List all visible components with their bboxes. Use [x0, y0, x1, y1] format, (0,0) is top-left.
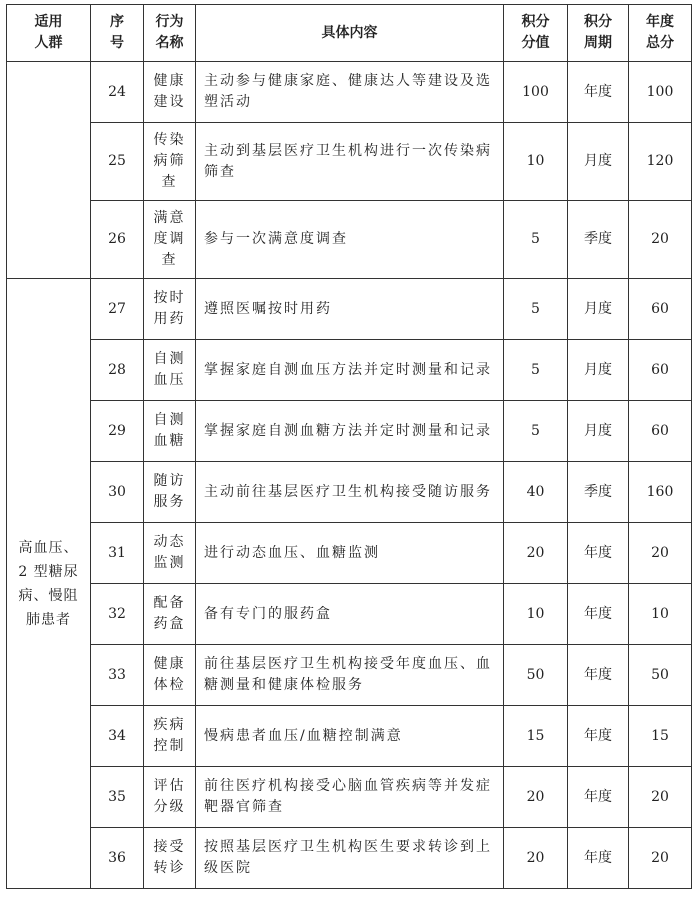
behavior-name: 疾病 控制 — [144, 706, 196, 767]
behavior-name: 健康 建设 — [144, 62, 196, 123]
points-value: 5 — [504, 279, 568, 340]
table-row — [7, 123, 692, 201]
annual-total: 60 — [629, 401, 692, 462]
behavior-content: 主动到基层医疗卫生机构进行一次传染病筛查 — [196, 123, 504, 201]
points-value: 20 — [504, 523, 568, 584]
group-cell: 高血压、 2 型糖尿 病、慢阻 肺患者 — [7, 279, 91, 889]
row-number: 35 — [91, 767, 144, 828]
group-cell — [7, 62, 91, 279]
points-period: 月度 — [568, 279, 629, 340]
header-points: 积分 分值 — [504, 5, 568, 62]
table-row — [7, 340, 692, 401]
points-period: 季度 — [568, 201, 629, 279]
annual-total: 10 — [629, 584, 692, 645]
row-number: 26 — [91, 201, 144, 279]
behavior-content: 遵照医嘱按时用药 — [196, 279, 504, 340]
row-number: 25 — [91, 123, 144, 201]
points-period: 年度 — [568, 645, 629, 706]
annual-total: 100 — [629, 62, 692, 123]
points-value: 5 — [504, 401, 568, 462]
points-value: 20 — [504, 828, 568, 889]
points-value: 10 — [504, 584, 568, 645]
points-period: 年度 — [568, 584, 629, 645]
points-period: 年度 — [568, 62, 629, 123]
behavior-name: 健康 体检 — [144, 645, 196, 706]
points-period: 年度 — [568, 523, 629, 584]
behavior-name: 自测 血压 — [144, 340, 196, 401]
table-row — [7, 462, 692, 523]
behavior-name: 动态 监测 — [144, 523, 196, 584]
behavior-name: 按时 用药 — [144, 279, 196, 340]
points-period: 季度 — [568, 462, 629, 523]
annual-total: 120 — [629, 123, 692, 201]
points-value: 100 — [504, 62, 568, 123]
behavior-content: 慢病患者血压/血糖控制满意 — [196, 706, 504, 767]
behavior-content: 备有专门的服药盒 — [196, 584, 504, 645]
behavior-content: 进行动态血压、血糖监测 — [196, 523, 504, 584]
row-number: 34 — [91, 706, 144, 767]
behavior-name: 自测 血糖 — [144, 401, 196, 462]
row-number: 31 — [91, 523, 144, 584]
row-number: 24 — [91, 62, 144, 123]
behavior-name: 满意 度调 查 — [144, 201, 196, 279]
points-table — [6, 4, 692, 889]
table-row — [7, 828, 692, 889]
header-name: 行为 名称 — [144, 5, 196, 62]
behavior-name: 配备 药盒 — [144, 584, 196, 645]
points-value: 50 — [504, 645, 568, 706]
row-number: 36 — [91, 828, 144, 889]
behavior-content: 前往医疗机构接受心脑血管疾病等并发症靶器官筛查 — [196, 767, 504, 828]
row-number: 33 — [91, 645, 144, 706]
row-number: 29 — [91, 401, 144, 462]
table-row — [7, 706, 692, 767]
annual-total: 20 — [629, 201, 692, 279]
behavior-name: 随访 服务 — [144, 462, 196, 523]
points-period: 月度 — [568, 401, 629, 462]
points-value: 5 — [504, 201, 568, 279]
points-value: 10 — [504, 123, 568, 201]
table-row — [7, 201, 692, 279]
annual-total: 20 — [629, 523, 692, 584]
points-period: 年度 — [568, 828, 629, 889]
table-row — [7, 401, 692, 462]
behavior-name: 评估 分级 — [144, 767, 196, 828]
points-period: 月度 — [568, 123, 629, 201]
points-period: 月度 — [568, 340, 629, 401]
behavior-content: 主动前往基层医疗卫生机构接受随访服务 — [196, 462, 504, 523]
header-row — [7, 5, 692, 62]
header-group: 适用 人群 — [7, 5, 91, 62]
table-body — [7, 62, 692, 889]
points-value: 40 — [504, 462, 568, 523]
points-value: 5 — [504, 340, 568, 401]
annual-total: 15 — [629, 706, 692, 767]
annual-total: 20 — [629, 767, 692, 828]
header-no: 序 号 — [91, 5, 144, 62]
header-period: 积分 周期 — [568, 5, 629, 62]
table-row — [7, 62, 692, 123]
behavior-name: 接受 转诊 — [144, 828, 196, 889]
annual-total: 60 — [629, 340, 692, 401]
row-number: 32 — [91, 584, 144, 645]
table-row — [7, 645, 692, 706]
table-row — [7, 279, 692, 340]
table-row — [7, 584, 692, 645]
points-value: 20 — [504, 767, 568, 828]
annual-total: 160 — [629, 462, 692, 523]
points-period: 年度 — [568, 767, 629, 828]
points-period: 年度 — [568, 706, 629, 767]
points-value: 15 — [504, 706, 568, 767]
row-number: 27 — [91, 279, 144, 340]
annual-total: 50 — [629, 645, 692, 706]
behavior-content: 参与一次满意度调查 — [196, 201, 504, 279]
behavior-content: 按照基层医疗卫生机构医生要求转诊到上级医院 — [196, 828, 504, 889]
annual-total: 20 — [629, 828, 692, 889]
behavior-content: 前往基层医疗卫生机构接受年度血压、血糖测量和健康体检服务 — [196, 645, 504, 706]
row-number: 28 — [91, 340, 144, 401]
header-content: 具体内容 — [196, 5, 504, 62]
behavior-content: 掌握家庭自测血压方法并定时测量和记录 — [196, 340, 504, 401]
header-total: 年度 总分 — [629, 5, 692, 62]
row-number: 30 — [91, 462, 144, 523]
behavior-content: 主动参与健康家庭、健康达人等建设及选塑活动 — [196, 62, 504, 123]
behavior-content: 掌握家庭自测血糖方法并定时测量和记录 — [196, 401, 504, 462]
annual-total: 60 — [629, 279, 692, 340]
table-row — [7, 523, 692, 584]
table-row — [7, 767, 692, 828]
behavior-name: 传染 病筛 查 — [144, 123, 196, 201]
